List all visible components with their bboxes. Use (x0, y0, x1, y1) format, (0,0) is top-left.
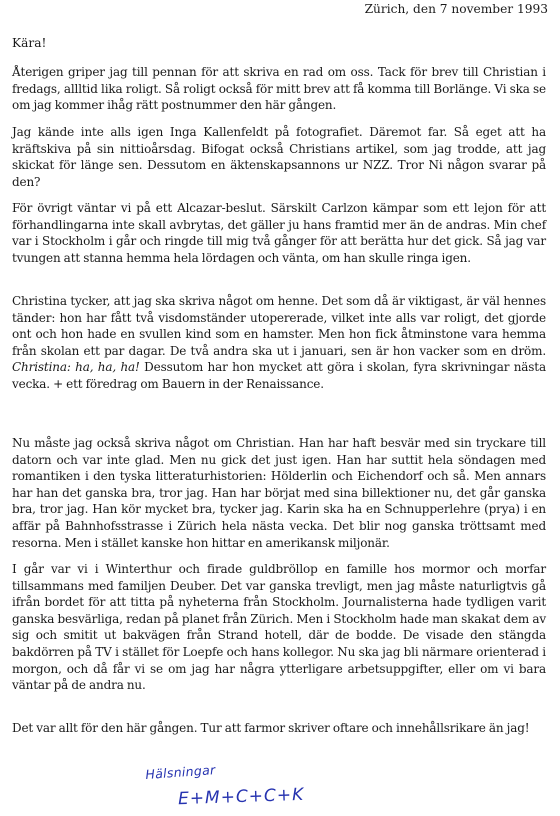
paragraph-1: Återigen griper jag till pennan för att skriva en rad om oss. Tack för brev till Christian i fredags, allltid lika roligt. Så roligt också för mitt brev att få komma till Borlänge. Vi ska se om jag kommer ihåg rätt postnummer den här gången. (12, 65, 546, 113)
paragraph-6: I går var vi i Winterthur och firade guldbröllop en famille hos mormor och morfar tillsammans med familjen Deuber. Det var ganska trevligt, men jag måste naturligtvis gå ifrån bordet för att titta på nyheterna från Stockholm. Journalisterna hade tydligen varit ganska besvärliga, redan på planet från Zürich. Men i Stockholm hade man skakat dem av sig och smitit ut bakvägen från Strand hotell, där de bodde. De visade den stängda bakdörren på TV i stället för Loepfe och hans kollegor. Nu ska jag bli närmare orienterad i morgon, och då får vi se om jag har några ytterligare arbetsuppgifter, eller om vi bara väntar på de andra nu. (12, 562, 546, 693)
paragraph-4 (12, 293, 546, 393)
paragraph-7: Det var allt för den här gången. Tur att farmor skriver oftare och innehållsrikare än jag! (12, 721, 530, 735)
paragraph-3: För övrigt väntar vi på ett Alcazar-beslut. Särskilt Carlzon kämpar som ett lejon för att förhandlingarna inte skall avbrytas, det gäller ju hans framtid mer än de andras. Min chef var i Stockholm i går och ringde till mig två gånger för att berätta hur det gick. Så jag var tvungen att stanna hemma hela lördagen och vänta, om han skulle ringa igen. (12, 201, 546, 265)
paragraph-2: Jag kände inte alls igen Inga Kallenfeldt på fotografiet. Däremot far. Så eget att ha kräftskiva på sin nittioårsdag. Bifogat också Christians artikel, som jag trodde, att jag skickat för länge sen. Dessutom en äktenskapsannons ur NZZ. Tror Ni någon svarar på den? (12, 125, 546, 189)
dateline: Zürich, den 7 november 1993 (364, 2, 548, 16)
paragraph-4-italic-remark: Christina: ha, ha, ha! (12, 360, 140, 375)
paragraph-5: Nu måste jag också skriva något om Christian. Han har haft besvär med sin tryckare till datorn och var inte glad. Men nu gick det just igen. Han har suttit hela söndagen med romantiken i den tyska litteraturhistorien: Hölderlin och Eichendorf och så. Men annars har han det ganska bra, tror jag. Han har börjat med sina billektioner nu, det går ganska bra, tror jag. Han kör mycket bra, tycker jag. Karin ska ha en Schnupperlehre (prya) i en affär på Bahnhofsstrasse i Zürich hela nästa vecka. Det blir nog ganska tröttsamt med resorna. Men i stället kanske hon hittar en amerikansk miljonär. (12, 436, 546, 550)
handwritten-initials: E+M+C+C+K (177, 784, 305, 810)
greeting: Kära! (12, 36, 47, 50)
paragraph-4-continuation: Dessutom har hon mycket att göra i skolan, fyra skrivningar nästa vecka. + ett föredrag om Bauern in der Renaissance. (12, 360, 546, 391)
paragraph-4-text: Christina tycker, att jag ska skriva något om henne. Det som då är viktigast, är väl hennes tänder: hon har fått två visdomständer utopererade, vilket inte alls var roligt, det gjorde ont och hon hade en svullen kind som en hamster. Men hon fick åtminstone vara hemma från skolan ett par dagar. De två andra ska ut i januari, sen är hon vacker som en dröm. (12, 294, 546, 358)
handwritten-closing: Hälsningar (144, 762, 216, 782)
